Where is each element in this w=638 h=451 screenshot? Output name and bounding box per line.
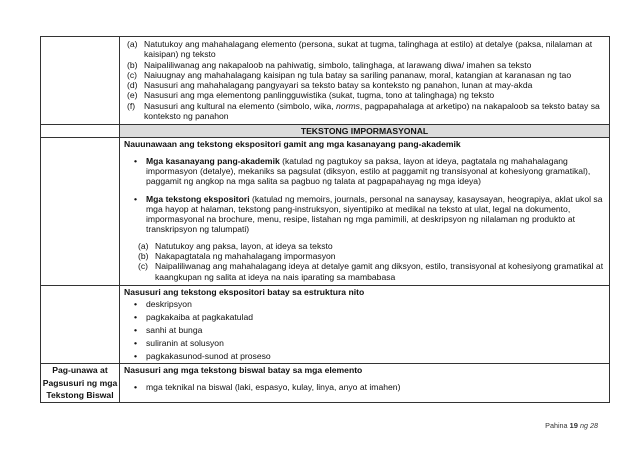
list-item: • mga teknikal na biswal (laki, espasyo, kulay, linya, anyo at imahen): [134, 381, 401, 392]
visual-text-block: [120, 364, 610, 403]
list-item: • Mga kasanayang pang-akademik (katulad ng pagtukoy sa paksa, layon at ideya, pagtatala ng mahahalagang impormasyon (detalye), mekaniks sa pagsulat (diksyon, estilo at paggamit ng transisyonal at kohesiyong gramatikal), paggamit ng angkop na mga salita sa pagbuo ng talata at pagpapahayag ng mga ideya): [134, 155, 591, 187]
left-cell-empty: [41, 37, 120, 125]
list-item: • suliranin at solusyon: [134, 338, 224, 349]
page-number: 19: [569, 421, 578, 430]
visual-list: [120, 382, 609, 398]
criteria-item: (f) Nasusuri ang kultural na elemento (simbolo, wika, norms, pagpapahalaga at arketipo) na nakapaloob sa teksto batay sa konteksto ng panahon: [127, 100, 600, 122]
criteria-cell: [120, 37, 610, 125]
bullet-icon: •: [134, 351, 138, 362]
curriculum-table: [40, 36, 610, 403]
list-item: • pagkakasunod-sunod at proseso: [134, 351, 271, 362]
block1-heading: Nauunawaan ang tekstong ekspositori gamit ang mga kasanayang pang-akademik: [124, 139, 461, 150]
criteria-item: (b) Nakapagtatala ng mahahalagang impormasyon: [138, 251, 336, 262]
left-cell-empty: [41, 125, 120, 138]
skills-list: [120, 156, 609, 235]
left-cell-empty: [41, 285, 120, 363]
list-item: • deskripsyon: [134, 299, 192, 310]
bullet-icon: •: [134, 338, 138, 349]
list-item: • sanhi at bunga: [134, 325, 203, 336]
section-header: TEKSTONG IMPORMASYONAL: [120, 125, 610, 138]
criteria-item: (c) Naiuugnay ang mahahalagang kaisipan ng tula batay sa sariling pananaw, moral, katangian at karanasan ng tao: [127, 69, 572, 80]
criteria-item: (d) Nasusuri ang mahahalagang pangyayari sa teksto batay sa konteksto ng panahon, lunan at may-akda: [127, 80, 533, 91]
block3-heading: Nasusuri ang mga tekstong biswal batay sa mga elemento: [124, 365, 363, 376]
list-item: • Mga tekstong ekspositori (katulad ng memoirs, journals, personal na sanaysay, kasaysayan, heograpiya, aklat ukol sa mga hayop at halaman, tekstong pang-instruksyon, siyentipiko at medikal na teksto at ulat, legal na dokumento, impormasyonal na brochure, menu, resipe, listahan ng mga pamimili, at deskripsyon ng nilalaman ng produkto at transkripsyon ng talumpati): [134, 193, 603, 235]
page-footer: Pahina 19 ng 28: [545, 421, 598, 430]
criteria-item: (b) Naipaliliwanag ang nakapaloob na pahiwatig, simbolo, talinghaga, at larawang diwa/ imahen sa teksto: [127, 59, 532, 70]
visual-text-label: Pag-unawa at Pagsusuri ng mga Tekstong Biswal: [41, 364, 120, 403]
block2-heading: Nasusuri ang tekstong ekspositori batay sa estruktura nito: [124, 286, 365, 297]
bullet-icon: •: [134, 312, 138, 323]
criteria-item: (a) Natutukoy ang mahahalagang elemento (persona, sukat at tugma, talinghaga at estilo) at detalye (paksa, nilalaman at kaisipan) ng teksto: [127, 39, 593, 60]
structure-block: [120, 285, 610, 363]
bullet-icon: •: [134, 299, 138, 310]
structure-list: [120, 297, 609, 363]
sub-criteria-list: [120, 241, 609, 285]
bullet-icon: •: [134, 381, 138, 392]
criteria-item: (c) Naipaliliwanag ang mahahalagang ideya at detalye gamit ang diksyon, estilo, transisyonal at kohesiyong gramatikal at kaangkupan ng salita at ideya na nais iparating sa mambabasa: [138, 261, 604, 282]
bullet-icon: •: [134, 155, 138, 166]
expository-block: [120, 138, 610, 286]
bullet-icon: •: [134, 193, 138, 204]
criteria-item: (a) Natutukoy ang paksa, layon, at ideya sa teksto: [138, 240, 333, 251]
left-cell-empty: [41, 138, 120, 286]
criteria-item: (e) Nasusuri ang mga elementong panlingguwistika (sukat, tugma, tono at talinghaga) ng teksto: [127, 90, 495, 101]
criteria-list: [120, 37, 609, 124]
list-item: • pagkakaiba at pagkakatulad: [134, 312, 254, 323]
bullet-icon: •: [134, 325, 138, 336]
